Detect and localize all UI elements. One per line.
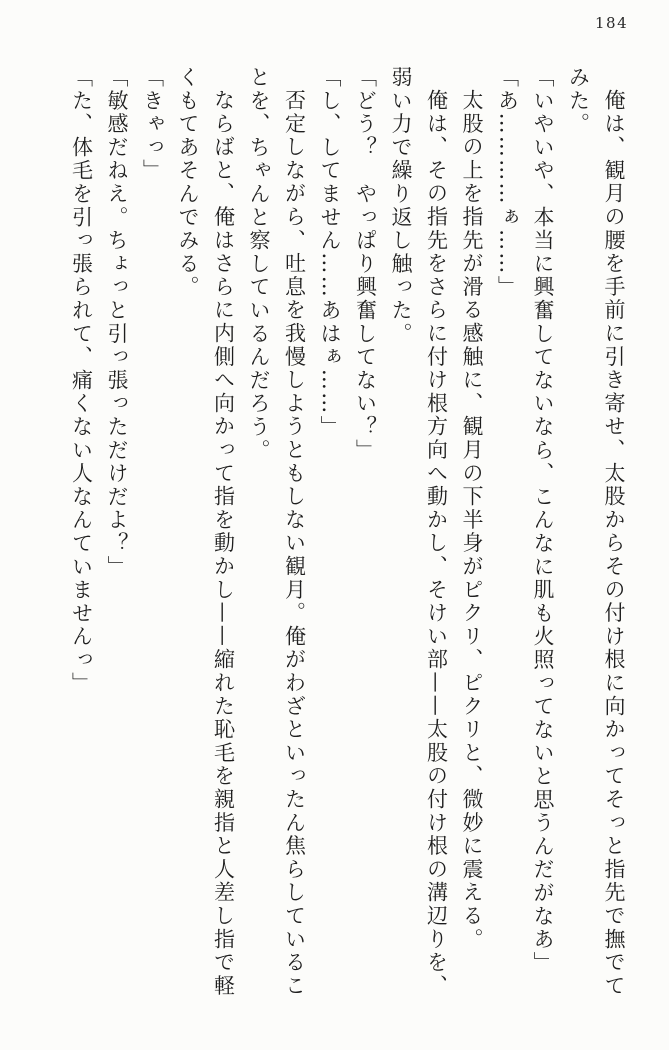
text-line: とを、ちゃんと察しているんだろう。 <box>247 66 271 463</box>
text-line: 「いやいや、本当に興奮してないなら、こんなに肌も火照ってないと思うんだがなあ」 <box>531 66 555 975</box>
text-line: 「あ…………ぁ……」 <box>495 66 520 299</box>
text-line: 「きゃっ」 <box>140 66 165 183</box>
text-line: くもてあそんでみる。 <box>176 66 200 299</box>
text-line: 「し、してません……あはぁ……」 <box>318 66 342 439</box>
text-line: 俺は、観月の腰を手前に引き寄せ、太股からその付け根に向かってそっと指先で撫でて <box>602 89 626 998</box>
page-text <box>63 66 631 1011</box>
text-line: みた。 <box>566 66 591 136</box>
text-line: ならばと、俺はさらに内側へ向かって指を動かし——縮れた恥毛を親指と人差し指で軽 <box>211 89 236 998</box>
text-line: 「た、体毛を引っ張られて、痛くない人なんていませんっ」 <box>69 66 94 696</box>
text-line: 太股の上を指先が滑る感触に、観月の下半身がピクリ、ピクリと、微妙に震える。 <box>460 89 484 952</box>
text-line: 俺は、その指先をさらに付け根方向へ動かし、そけい部——太股の付け根の溝辺りを、 <box>424 89 449 998</box>
page-number: 184 <box>595 14 629 32</box>
text-line: 否定しながら、吐息を我慢しようともしない観月。俺がわざといったん焦らしているこ <box>282 89 307 998</box>
text-line: 弱い力で繰り返し触った。 <box>389 66 413 346</box>
text-line: 「どう？ やっぱり興奮してない？」 <box>353 66 378 463</box>
text-line: 「敏感だねえ。ちょっと引っ張っただけだよ？」 <box>105 66 129 579</box>
